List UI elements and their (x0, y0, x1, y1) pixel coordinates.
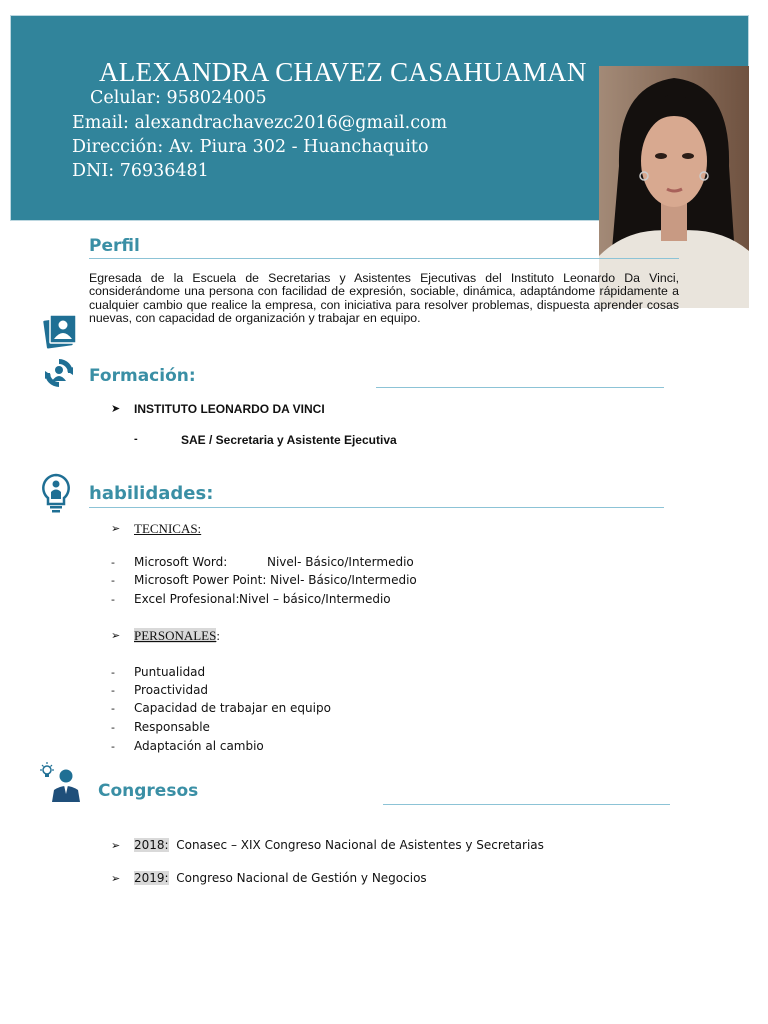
personal-skill: Adaptación al cambio (134, 739, 264, 753)
technical-skill-name: Microsoft Word: (134, 555, 228, 569)
section-title-education: Formación: (89, 366, 196, 386)
personal-skills-label: PERSONALES: (134, 628, 220, 643)
personal-skill: Proactividad (134, 683, 209, 697)
bullet-dash: - (111, 702, 115, 715)
education-icon (42, 356, 76, 394)
bullet-dash: - (111, 593, 115, 606)
congress-year: 2018: (134, 838, 169, 852)
section-title-profile: Perfil (89, 236, 140, 256)
congress-name: Conasec – XIX Congreso Nacional de Asistentes y Secretarias (176, 838, 544, 852)
technical-skill-name: Microsoft Power Point: (134, 573, 267, 587)
email: Email: alexandrachavezc2016@gmail.com (72, 113, 448, 133)
technical-skills-label: TECNICAS: (134, 521, 202, 536)
section-title-skills: habilidades: (89, 483, 214, 504)
technical-skill-level: Nivel- Básico/Intermedio (267, 555, 414, 569)
bullet-dash: - (111, 556, 115, 569)
personal-skill: Capacidad de trabajar en equipo (134, 701, 331, 715)
congress-name: Congreso Nacional de Gestión y Negocios (176, 871, 427, 885)
bullet-dash: - (134, 433, 138, 445)
skills-icon (40, 473, 72, 517)
congress-icon (38, 762, 82, 808)
profile-text: Egresada de la Escuela de Secretarias y Asistentes Ejecutivas del Instituto Leonardo Da Vinci, considerándome una persona con facilidad de expresión, sociable, dinámica, adaptándome rápidamente a cualquier cambio que realice la empresa, con iniciativa para resolver problemas, dispuesta aprender cosas nuevas, con capacidad de organización y trabajar en equipo. (89, 271, 679, 325)
education-institution: INSTITUTO LEONARDO DA VINCI (134, 402, 325, 416)
technical-skill-name: Excel Profesional: (134, 592, 240, 606)
bullet-arrow-icon: ➢ (111, 872, 121, 885)
bullet-arrow-icon: ➢ (111, 839, 121, 852)
technical-skill-level: Nivel- Básico/Intermedio (270, 573, 417, 587)
divider (383, 804, 670, 805)
education-degree: SAE / Secretaria y Asistente Ejecutiva (181, 433, 397, 447)
personal-skill: Puntualidad (134, 665, 206, 679)
divider (376, 387, 664, 388)
personal-skill: Responsable (134, 720, 210, 734)
dni: DNI: 76936481 (72, 161, 209, 181)
divider (89, 507, 664, 508)
congress-item (134, 871, 427, 885)
bullet-arrow-icon: ➤ (111, 402, 121, 415)
bullet-arrow-icon: ➢ (111, 522, 121, 535)
technical-skill-level: Nivel – básico/Intermedio (239, 592, 391, 606)
address: Dirección: Av. Piura 302 - Huanchaquito (72, 137, 429, 157)
divider (89, 258, 679, 259)
section-title-congresses: Congresos (98, 781, 199, 801)
bullet-dash: - (111, 684, 115, 697)
bullet-arrow-icon: ➢ (111, 629, 121, 642)
bullet-dash: - (111, 574, 115, 587)
phone: Celular: 958024005 (90, 88, 267, 108)
candidate-name: ALEXANDRA CHAVEZ CASAHUAMAN (99, 57, 587, 87)
congress-item (134, 838, 544, 852)
bullet-dash: - (111, 721, 115, 734)
congress-year: 2019: (134, 871, 169, 885)
profile-portrait-icon (42, 313, 78, 353)
bullet-dash: - (111, 666, 115, 679)
bullet-dash: - (111, 740, 115, 753)
